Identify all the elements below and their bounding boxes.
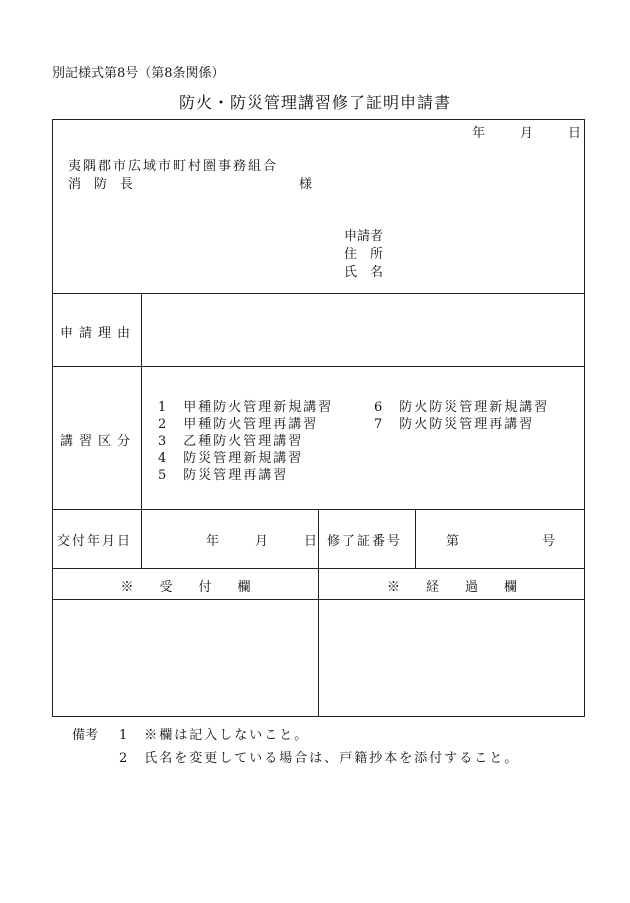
date-month-label: 月 bbox=[520, 126, 534, 141]
course-option[interactable]: 5 防災管理再講習 bbox=[158, 468, 289, 483]
addressee-role: 消 防 長 bbox=[68, 177, 134, 192]
issue-month-label: 月 bbox=[255, 534, 269, 549]
reception-area bbox=[53, 600, 318, 716]
course-option[interactable]: 4 防災管理新規講習 bbox=[158, 451, 304, 466]
applicant-name-label: 氏 名 bbox=[344, 265, 384, 280]
course-label: 講習区分 bbox=[60, 434, 137, 449]
note-item: 2 氏名を変更している場合は、戸籍抄本を添付すること。 bbox=[119, 751, 520, 766]
issue-year-label: 年 bbox=[206, 534, 220, 549]
certificate-number-suffix: 号 bbox=[542, 534, 556, 549]
progress-column-header: ※ 経 過 欄 bbox=[386, 580, 517, 595]
issue-day-label: 日 bbox=[304, 534, 318, 549]
course-option[interactable]: 6 防火防災管理新規講習 bbox=[374, 400, 550, 415]
course-option[interactable]: 7 防火防災管理再講習 bbox=[374, 417, 535, 432]
progress-area bbox=[319, 600, 584, 716]
certificate-number-label: 修了証番号 bbox=[327, 534, 403, 549]
applicant-address-label: 住 所 bbox=[344, 247, 384, 262]
form-title: 防火・防災管理講習修了証明申請書 bbox=[178, 93, 451, 112]
applicant-heading: 申請者 bbox=[344, 229, 384, 244]
notes-label: 備考 bbox=[72, 728, 99, 743]
cert-number-divider bbox=[415, 509, 416, 568]
reception-column-header: ※ 受 付 欄 bbox=[120, 580, 251, 595]
reason-field[interactable] bbox=[142, 294, 584, 366]
course-option[interactable]: 1 甲種防火管理新規講習 bbox=[158, 400, 334, 415]
addressee-organization: 夷隅郡市広域市町村圏事務組合 bbox=[68, 159, 279, 174]
addressee-honorific: 様 bbox=[299, 177, 313, 192]
form-number-label: 別記様式第8号（第8条関係） bbox=[52, 66, 225, 81]
date-day-label: 日 bbox=[568, 126, 582, 141]
course-option[interactable]: 2 甲種防火管理再講習 bbox=[158, 417, 319, 432]
certificate-number-prefix: 第 bbox=[446, 534, 460, 549]
note-item: 1 ※欄は記入しないこと。 bbox=[119, 728, 310, 743]
issue-date-label: 交付年月日 bbox=[57, 534, 133, 549]
reason-label: 申請理由 bbox=[60, 326, 137, 341]
date-year-label: 年 bbox=[472, 126, 486, 141]
row-divider-reason bbox=[52, 366, 585, 367]
course-option[interactable]: 3 乙種防火管理講習 bbox=[158, 434, 304, 449]
